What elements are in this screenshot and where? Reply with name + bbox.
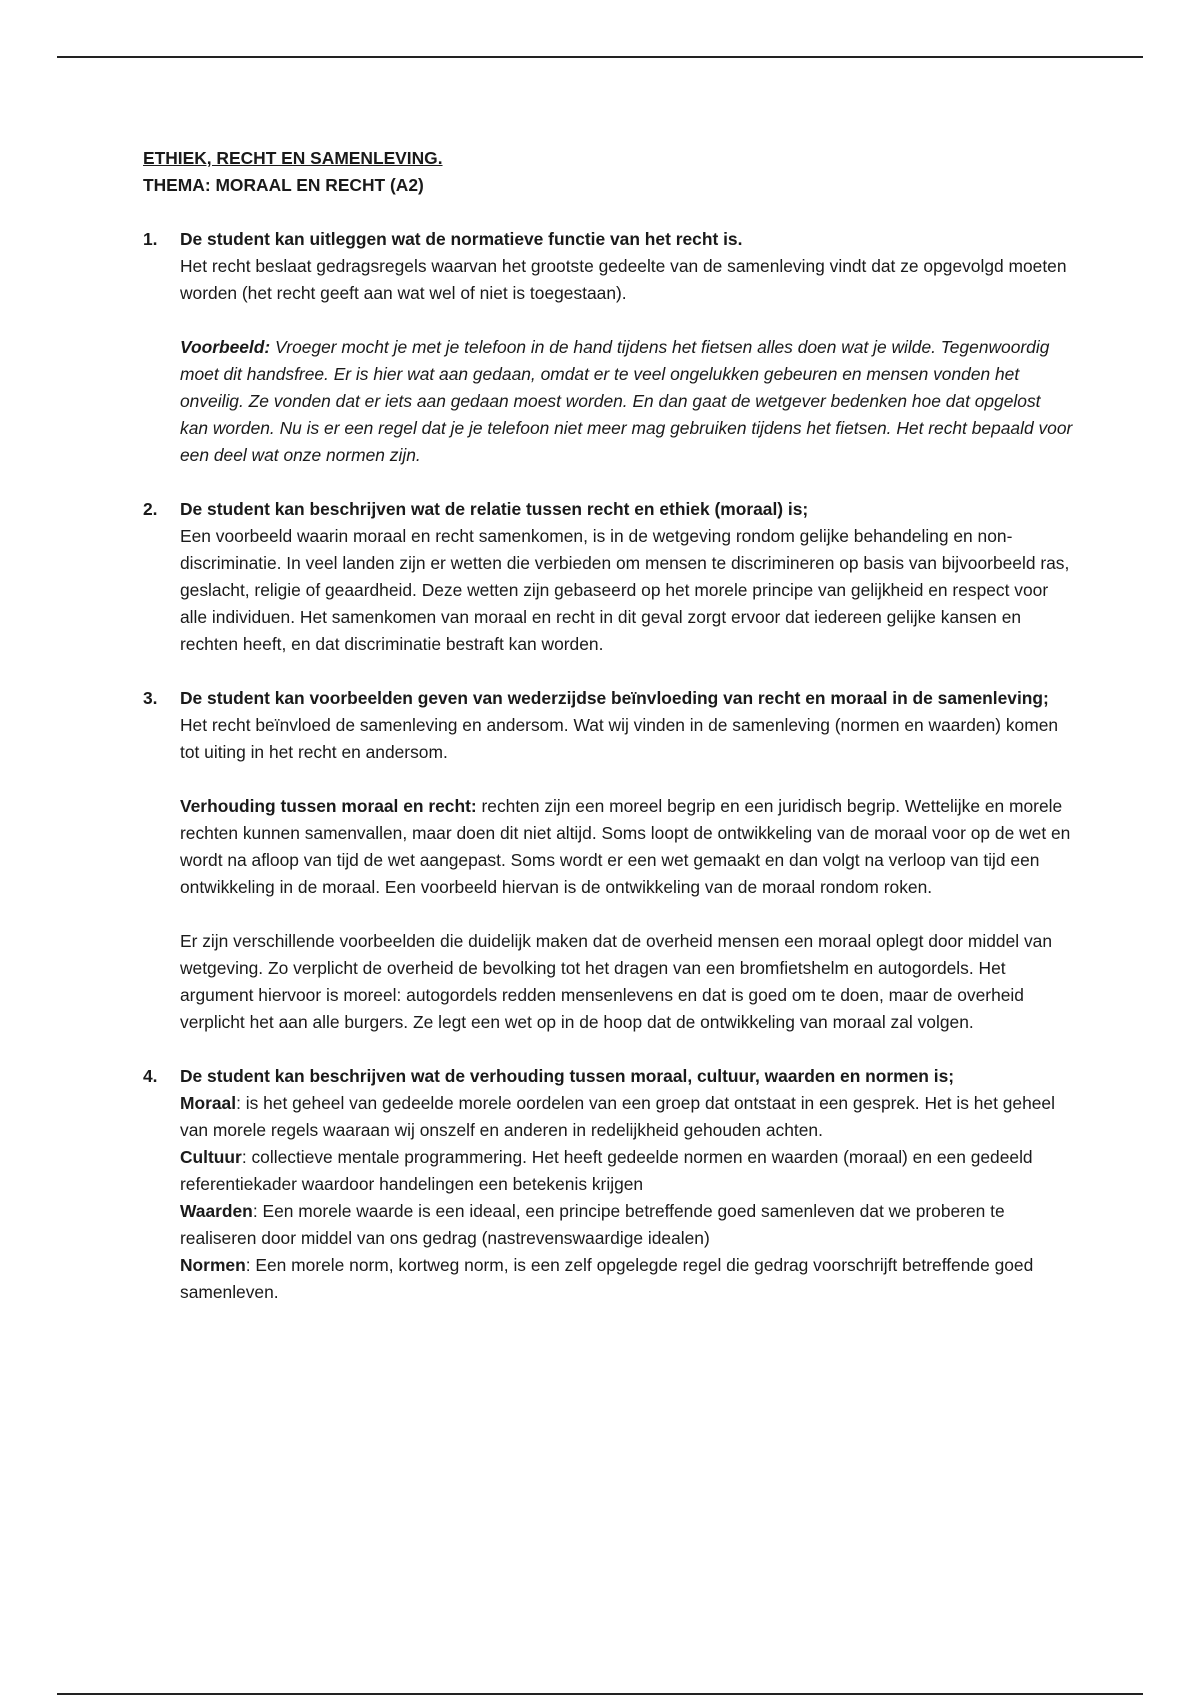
header-rule — [57, 56, 1143, 58]
section-heading: De student kan beschrijven wat de relatie tussen recht en ethiek (moraal) is; — [180, 499, 809, 519]
section-body: Het recht beslaat gedragsregels waarvan het grootste gedeelte van de samenleving vindt dat ze opgevolgd moeten worden (het recht geeft aan wat wel of niet is toegestaan). — [180, 256, 1067, 303]
definition-term: Moraal — [180, 1093, 237, 1113]
definition-waarden — [180, 1198, 1073, 1252]
footer-rule — [57, 1693, 1143, 1695]
definition-text: : Een morele norm, kortweg norm, is een zelf opgelegde regel die gedrag voorschrijft betreffende goed samenleven. — [180, 1255, 1034, 1302]
definition-term: Cultuur — [180, 1147, 242, 1167]
definition-text: : Een morele waarde is een ideaal, een principe betreffende goed samenleven dat we proberen te realiseren door middel van ons gedrag (nastrevenswaardige idealen) — [180, 1201, 1005, 1248]
section-3 — [143, 685, 1073, 1036]
section-number: 1. — [143, 229, 158, 249]
section-heading: De student kan uitleggen wat de normatieve functie van het recht is. — [180, 229, 743, 249]
document-title: ETHIEK, RECHT EN SAMENLEVING. — [143, 148, 443, 168]
section-heading: De student kan voorbeelden geven van wederzijdse beïnvloeding van recht en moraal in de samenleving; — [180, 688, 1049, 708]
document-body — [143, 145, 1073, 1306]
relation-label: Verhouding tussen moraal en recht: — [180, 796, 477, 816]
definition-term: Normen — [180, 1255, 246, 1275]
definition-text: : is het geheel van gedeelde morele oordelen van een groep dat ontstaat in een gesprek. Het is het geheel van morele regels waaraan wij onszelf en anderen in redelijkheid gehouden achten. — [180, 1093, 1055, 1140]
definition-term: Waarden — [180, 1201, 253, 1221]
section-body: Het recht beïnvloed de samenleving en andersom. Wat wij vinden in de samenleving (normen en waarden) komen tot uiting in het recht en andersom. — [180, 715, 1059, 762]
section-1 — [143, 226, 1073, 469]
example-text: Vroeger mocht je met je telefoon in de hand tijdens het fietsen alles doen wat je wilde. Tegenwoordig moet dit handsfree. Er is hier wat aan gedaan, omdat er te veel ongelukken gebeuren en mensen vonden het onveilig. Ze vonden dat er iets aan gedaan moest worden. En dan gaat de wetgever bedenken hoe dat opgelost kan worden. Nu is er een regel dat je je telefoon niet meer mag gebruiken tijdens het fietsen. Het recht bepaald voor een deel wat onze normen zijn. — [180, 337, 1073, 465]
examples-paragraph: Er zijn verschillende voorbeelden die duidelijk maken dat de overheid mensen een moraal oplegt door middel van wetgeving. Zo verplicht de overheid de bevolking tot het dragen van een bromfietshelm en autogordels. Het argument hiervoor is moreel: autogordels redden mensenlevens en dat is goed om te doen, maar de overheid verplicht het aan alle burgers. Ze legt een wet op in de hoop dat de ontwikkeling van moraal zal volgen. — [180, 931, 1052, 1032]
section-number: 3. — [143, 688, 158, 708]
definition-normen — [180, 1252, 1073, 1306]
section-4 — [143, 1063, 1073, 1306]
definition-cultuur — [180, 1144, 1073, 1198]
section-heading: De student kan beschrijven wat de verhouding tussen moraal, cultuur, waarden en normen is; — [180, 1066, 955, 1086]
definition-text: : collectieve mentale programmering. Het heeft gedeelde normen en waarden (moraal) en een gedeeld referentiekader waardoor handelingen een betekenis krijgen — [180, 1147, 1033, 1194]
section-number: 2. — [143, 499, 158, 519]
document-subtitle: THEMA: MORAAL EN RECHT (A2) — [143, 175, 424, 195]
section-body: Een voorbeeld waarin moraal en recht samenkomen, is in de wetgeving rondom gelijke behandeling en non-discriminatie. In veel landen zijn er wetten die verbieden om mensen te discrimineren op basis van bijvoorbeeld ras, geslacht, religie of geaardheid. Deze wetten zijn gebaseerd op het morele principe van gelijkheid en respect voor alle individuen. Het samenkomen van moraal en recht in dit geval zorgt ervoor dat iedereen gelijke kansen en rechten heeft, en dat discriminatie bestraft kan worden. — [180, 526, 1070, 654]
example-label: Voorbeeld: — [180, 337, 271, 357]
definition-moraal — [180, 1090, 1073, 1144]
section-2 — [143, 496, 1073, 658]
section-number: 4. — [143, 1066, 158, 1086]
document-titles — [143, 145, 1073, 199]
relation-paragraph — [180, 793, 1073, 901]
relation-text: rechten zijn een moreel begrip en een juridisch begrip. Wettelijke en morele rechten kunnen samenvallen, maar doen dit niet altijd. Soms loopt de ontwikkeling van de moraal voor op de wet en wordt na afloop van tijd de wet aangepast. Soms wordt er een wet gemaakt en dan volgt na verloop van tijd een ontwikkeling in de moraal. Een voorbeeld hiervan is de ontwikkeling van de moraal rondom roken. — [180, 796, 1071, 897]
example-paragraph — [180, 334, 1073, 469]
